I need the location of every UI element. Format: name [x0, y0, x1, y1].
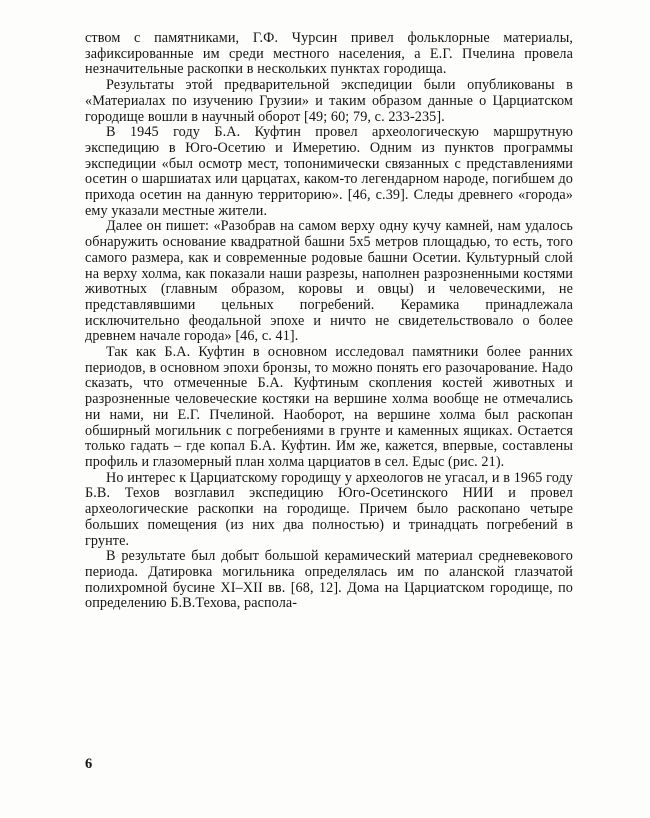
body-text-block: [85, 31, 573, 612]
paragraph: Но интерес к Царциатскому городищу у археологов не угасал, и в 1965 году Б.В. Техов возглавил экспедицию Юго-Осетинского НИИ и провел археологические раскопки на городище. Причем было раскопано четыре больших помещения (из них два полностью) и тринадцать погребений в грунте.: [85, 469, 573, 549]
page-number: 6: [85, 756, 93, 772]
paragraph: Результаты этой предварительной экспедиции были опубликованы в «Материалах по изучению Грузии» и таким образом данные о Царциатском городище вошли в научный оборот [49; 60; 79, с. 233-235].: [85, 77, 573, 125]
paragraph: Далее он пишет: «Разобрав на самом верху одну кучу камней, нам удалось обнаружить основание квадратной башни 5х5 метров площадью, то есть, того самого размера, как и современные родовые башни Осетии. Культурный слой на верху холма, как показали наши разрезы, наполнен разрозненными костями животных (главным образом, коровы и овцы) и человеческими, не представлявшими цельных погребений. Керамика принадлежала исключительно феодальной эпохе и ничто не свидетельствовало о более древнем начале города» [46, с. 41].: [85, 218, 573, 345]
paragraph: В результате был добыт большой керамический материал средневекового периода. Датировка могильника определялась им по аланской глазчатой полихромной бусине XI–XII вв. [68, 12]. Дома на Царциатском городище, по определению Б.В.Техова, распола-: [85, 548, 573, 612]
paragraph: В 1945 году Б.А. Куфтин провел археологическую маршрутную экспедицию в Юго-Осетию и Имеретию. Одним из пунктов программы экспедиции «был осмотр мест, топонимически связанных с представлениями осетин о шаршиатах или царцатах, каком-то легендарном народе, погибшем до прихода осетин на данную территорию». [46, с.39]. Следы древнего «города» ему указали местные жители.: [85, 124, 573, 219]
paragraph: Так как Б.А. Куфтин в основном исследовал памятники более ранних периодов, в основном эпохи бронзы, то можно понять его разочарование. Надо сказать, что отмеченные Б.А. Куфтиным скопления костей животных и разрозненные человеческие костяки на вершине холма вообще не отмечались ни нами, ни Е.Г. Пчелиной. Наоборот, на вершине холма был раскопан обширный могильник с погребениями в грунте и каменных ящиках. Остается только гадать – где копал Б.А. Куфтин. Им же, кажется, впервые, составлены профиль и глазомерный план холма царциатов в сел. Едыс (рис. 21).: [85, 344, 573, 470]
paragraph: ством с памятниками, Г.Ф. Чурсин привел фольклорные материалы, зафиксированные им среди местного населения, а Е.Г. Пчелина провела незначительные раскопки в нескольких пунктах городища.: [85, 30, 573, 78]
